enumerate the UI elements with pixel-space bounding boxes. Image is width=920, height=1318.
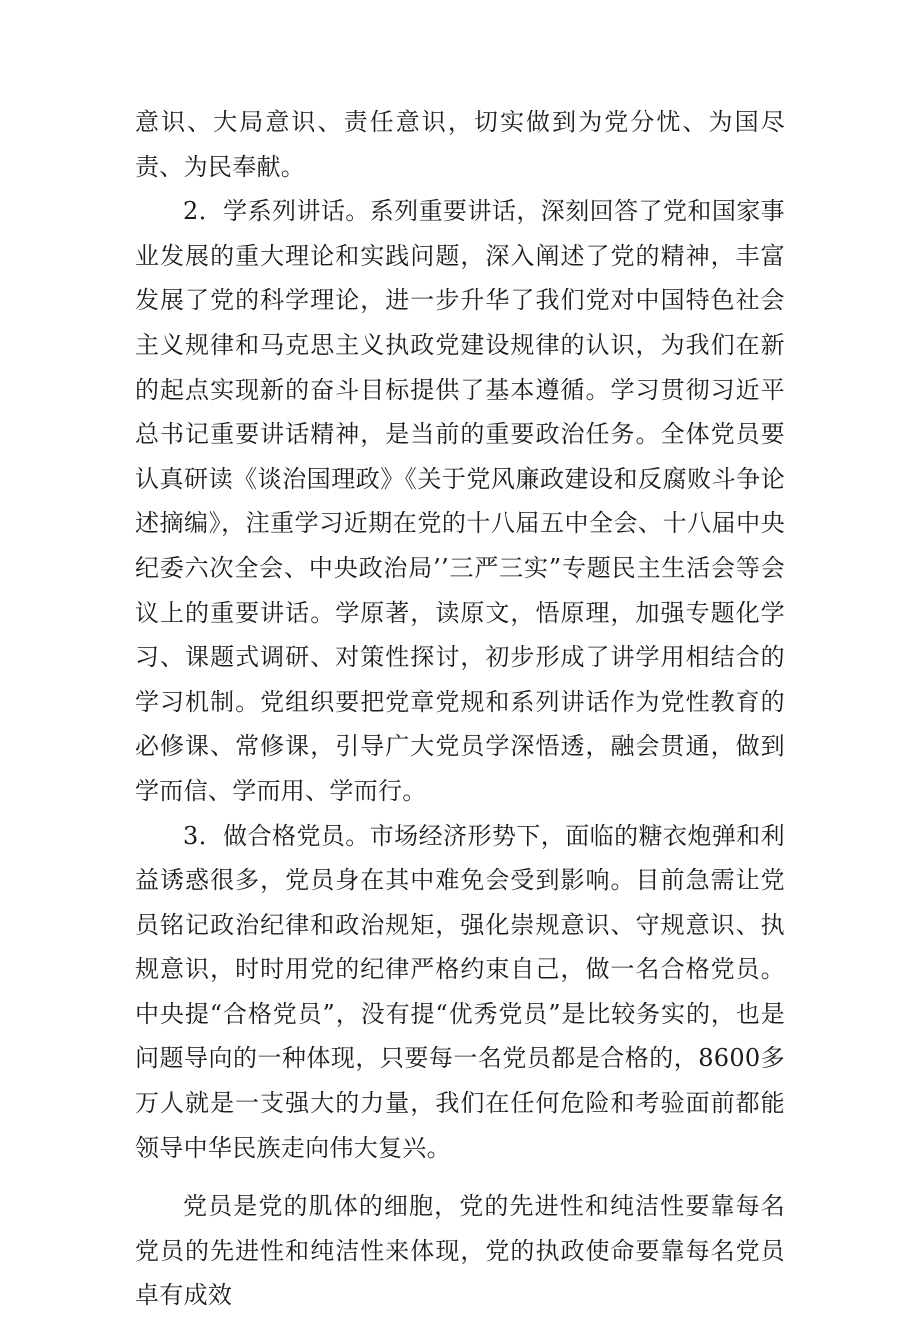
paragraph-qualified-member: 3．做合格党员。市场经济形势下，面临的糖衣炮弹和利益诱惑很多，党员身在其中难免会受到影响。目前急需让党员铭记政治纪律和政治规矩，强化崇规意识、守规意识、执规意识，时时用党的纪律严格约束自己，做一名合格党员。中央提“合格党员”，没有提“优秀党员”是比较务实的，也是问题导向的一种体现，只要每一名党员都是合格的，8600多万人就是一支强大的力量，我们在任何危险和考验面前都能领导中华民族走向伟大复兴。 [135, 821, 785, 1162]
paragraph-party-cells: 党员是党的肌体的细胞，党的先进性和纯洁性要靠每名党员的先进性和纯洁性来体现，党的执政使命要靠每名党员卓有成效 [135, 1192, 785, 1310]
paragraph-study-speeches: 2．学系列讲话。系列重要讲话，深刻回答了党和国家事业发展的重大理论和实践问题，深入阐述了党的精神，丰富发展了党的科学理论，进一步升华了我们党对中国特色社会主义规律和马克思主义执政党建设规律的认识，为我们在新的起点实现新的奋斗目标提供了基本遵循。学习贯彻习近平总书记重要讲话精神，是当前的重要政治任务。全体党员要认真研读《谈治国理政》《关于党风廉政建设和反腐败斗争论述摘编》，注重学习近期在党的十八届五中全会、十八届中央纪委六次全会、中央政治局’’三严三实”专题民主生活会等会议上的重要讲话。学原著，读原文，悟原理，加强专题化学习、课题式调研、对策性探讨，初步形成了讲学用相结合的学习机制。党组织要把党章党规和系列讲话作为党性教育的必修课、常修课，引导广大党员学深悟透，融会贯通，做到学而信、学而用、学而行。 [135, 197, 785, 805]
document-body [135, 100, 785, 1318]
paragraph-continuation: 意识、大局意识、责任意识，切实做到为党分忧、为国尽责、为民奉献。 [135, 108, 785, 181]
